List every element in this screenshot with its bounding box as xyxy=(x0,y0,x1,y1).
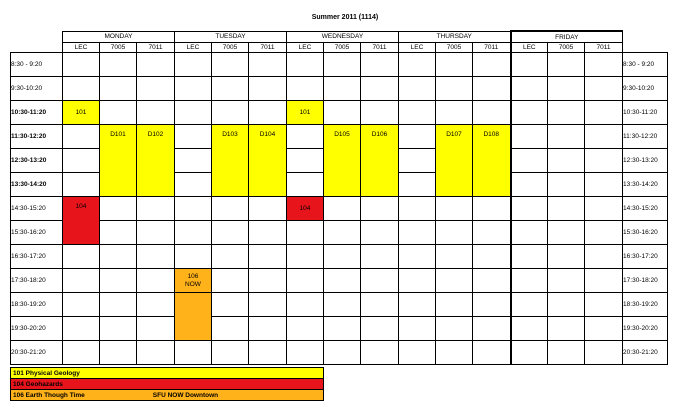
event-tue-106-line2: NOW xyxy=(185,280,201,288)
event-mon-d102: D102 xyxy=(137,125,175,197)
event-thu-d108: D108 xyxy=(473,125,511,197)
time-label-right: 16:30-17:20 xyxy=(623,245,668,269)
legend-item-earth-time-note: SFU NOW Downtown xyxy=(152,391,219,399)
time-label: 12:30-13:20 xyxy=(11,149,63,173)
subcol-lec: LEC xyxy=(511,43,548,53)
time-label: 16:30-17:20 xyxy=(11,245,63,269)
time-label-right: 10:30-11:20 xyxy=(623,101,668,125)
subcol-lec: LEC xyxy=(399,43,436,53)
table-row xyxy=(11,221,668,245)
subcol-7011: 7011 xyxy=(249,43,287,53)
table-row xyxy=(11,77,668,101)
day-header-wednesday: WEDNESDAY xyxy=(287,31,399,43)
table-row xyxy=(11,197,668,221)
legend-item-geology: 101 Physical Geology xyxy=(11,368,324,379)
event-tue-d103: D103 xyxy=(212,125,249,197)
subcol-7005: 7005 xyxy=(548,43,585,53)
legend-item-geohazards: 104 Geohazards xyxy=(11,379,324,390)
table-row xyxy=(11,125,668,149)
event-mon-104: 104 xyxy=(63,197,100,245)
event-mon-d101: D101 xyxy=(100,125,137,197)
day-header-tuesday: TUESDAY xyxy=(175,31,287,43)
subcol-7011: 7011 xyxy=(585,43,623,53)
subcol-7005: 7005 xyxy=(436,43,473,53)
table-row xyxy=(11,317,668,341)
day-header-friday: FRIDAY xyxy=(511,31,623,43)
subcol-7011: 7011 xyxy=(361,43,399,53)
table-row xyxy=(11,245,668,269)
day-header-thursday: THURSDAY xyxy=(399,31,511,43)
table-row xyxy=(11,341,668,365)
event-wed-104: 104 xyxy=(287,197,324,221)
subcol-7011: 7011 xyxy=(473,43,511,53)
time-label-right: 19:30-20:20 xyxy=(623,317,668,341)
time-label: 17:30-18:20 xyxy=(11,269,63,293)
subcol-lec: LEC xyxy=(175,43,212,53)
time-label: 8:30 - 9:20 xyxy=(11,53,63,77)
time-label: 11:30-12:20 xyxy=(11,125,63,149)
time-label: 14:30-15:20 xyxy=(11,197,63,221)
time-label: 13:30-14:20 xyxy=(11,173,63,197)
time-label: 20:30-21:20 xyxy=(11,341,63,365)
time-label: 15:30-16:20 xyxy=(11,221,63,245)
table-row xyxy=(11,269,668,293)
event-tue-106-line1: 106 xyxy=(187,272,199,280)
time-label: 9:30-10:20 xyxy=(11,77,63,101)
page-title: Summer 2011 (1114) xyxy=(311,14,379,21)
event-wed-101: 101 xyxy=(287,101,324,125)
event-tue-106-cont xyxy=(175,293,212,341)
event-tue-106 xyxy=(175,269,212,293)
subcol-lec: LEC xyxy=(63,43,100,53)
event-tue-d104: D104 xyxy=(249,125,287,197)
legend-item-earth-time-label: 106 Earth Though Time xyxy=(13,391,85,399)
table-row xyxy=(11,293,668,317)
corner-blank-right xyxy=(623,31,668,43)
time-label-right: 13:30-14:20 xyxy=(623,173,668,197)
time-label-right: 18:30-19:20 xyxy=(623,293,668,317)
table-row xyxy=(11,101,668,125)
legend-item-earth-time xyxy=(11,390,324,401)
time-label-right: 8:30 - 9:20 xyxy=(623,53,668,77)
event-wed-d105: D105 xyxy=(324,125,361,197)
time-label-right: 11:30-12:20 xyxy=(623,125,668,149)
event-thu-d107: D107 xyxy=(436,125,473,197)
time-label-right: 15:30-16:20 xyxy=(623,221,668,245)
time-label-right: 12:30-13:20 xyxy=(623,149,668,173)
subcol-7005: 7005 xyxy=(324,43,361,53)
corner-blank xyxy=(11,31,63,43)
time-label-right: 14:30-15:20 xyxy=(623,197,668,221)
corner-blank-sub-right xyxy=(623,43,668,53)
time-label-right: 17:30-18:20 xyxy=(623,269,668,293)
subcol-7005: 7005 xyxy=(100,43,137,53)
time-label: 10:30-11:20 xyxy=(11,101,63,125)
schedule-grid xyxy=(10,30,668,365)
time-label: 18:30-19:20 xyxy=(11,293,63,317)
table-row xyxy=(11,53,668,77)
time-label-right: 9:30-10:20 xyxy=(623,77,668,101)
subcol-lec: LEC xyxy=(287,43,324,53)
time-label: 19:30-20:20 xyxy=(11,317,63,341)
event-mon-101: 101 xyxy=(63,101,100,125)
day-header-monday: MONDAY xyxy=(63,31,175,43)
subcol-7011: 7011 xyxy=(137,43,175,53)
time-label-right: 20:30-21:20 xyxy=(623,341,668,365)
legend xyxy=(10,367,324,401)
event-wed-d106: D106 xyxy=(361,125,399,197)
subcol-7005: 7005 xyxy=(212,43,249,53)
corner-blank-sub xyxy=(11,43,63,53)
